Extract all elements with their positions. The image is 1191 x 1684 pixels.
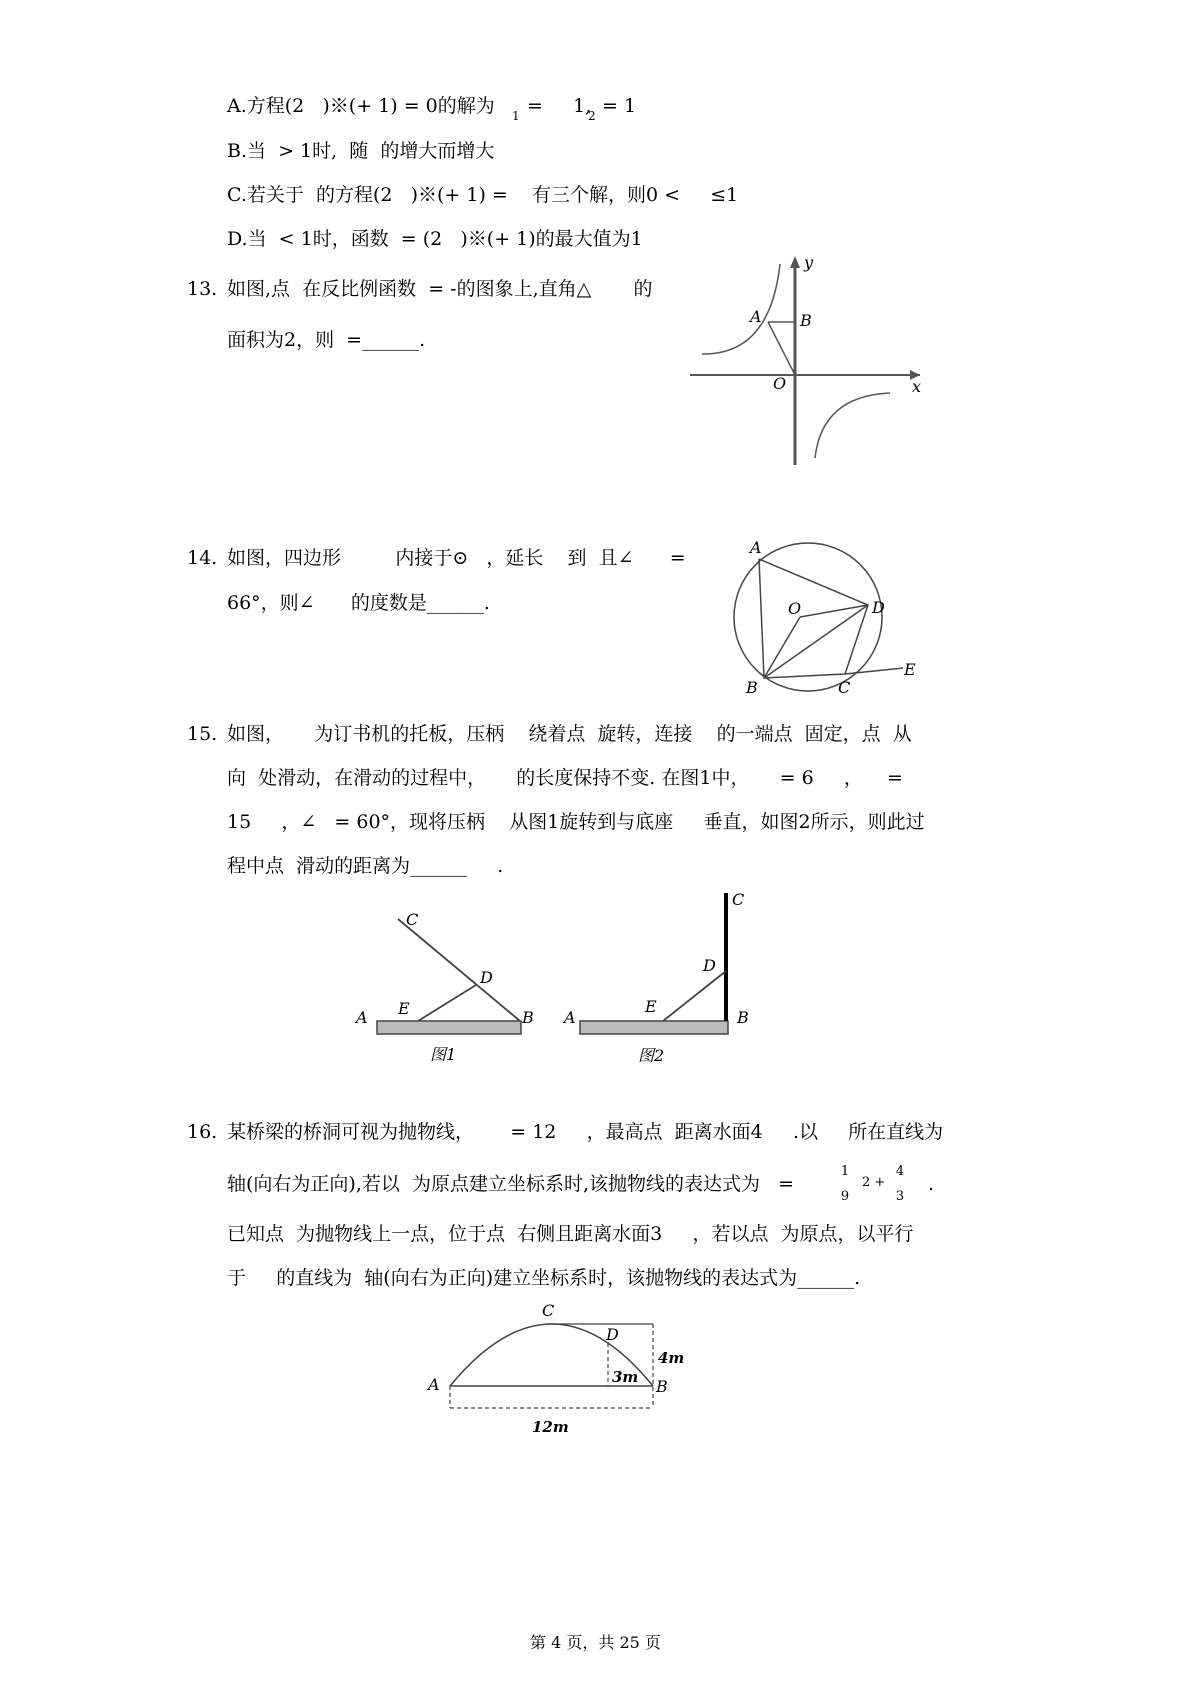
q13-label-y: y bbox=[804, 253, 814, 272]
q13-label-x: x bbox=[912, 377, 922, 396]
fig1-label-e: E bbox=[398, 999, 410, 1018]
q15-line1: 如图， 为订书机的托板，压柄 绕着点 旋转，连接 的一端点 固定，点 从 bbox=[227, 723, 912, 745]
q14-label-d: D bbox=[872, 598, 885, 617]
q14-number: 14. bbox=[187, 547, 218, 569]
q15-line2: 向 处滑动，在滑动的过程中， 的长度保持不变. 在图1中， = 6 ， = bbox=[227, 767, 903, 789]
q12-option-a-sub2: 2 bbox=[588, 109, 596, 123]
q16-line4: 于 的直线为 轴(向右为正向)建立坐标系时，该抛物线的表达式为______. bbox=[227, 1267, 861, 1289]
q16-label-12m: 12m bbox=[532, 1418, 569, 1436]
q13-line2: 面积为2，则 =______. bbox=[227, 329, 426, 351]
q12-option-b: B.当 > 1时, 随 的增大而增大 bbox=[227, 140, 495, 162]
q15-line3: 15 ，∠ = 60°，现将压柄 从图1旋转到与底座 垂直，如图2所示，则此过 bbox=[227, 811, 925, 833]
q16-line1: 某桥梁的桥洞可视为抛物线， = 12 ，最高点 距离水面4 .以 所在直线为 bbox=[227, 1121, 944, 1143]
q16-mid: 2 + bbox=[862, 1175, 886, 1190]
q13-number: 13. bbox=[187, 278, 218, 300]
q16-end: . bbox=[928, 1173, 935, 1195]
fig2-label-a: A bbox=[564, 1008, 576, 1027]
q13-label-b: B bbox=[800, 311, 812, 330]
q15-number: 15. bbox=[187, 723, 218, 745]
q16-frac1-num: 1 bbox=[840, 1164, 850, 1179]
page-footer: 第 4 页，共 25 页 bbox=[530, 1633, 661, 1652]
q16-label-c: C bbox=[542, 1301, 555, 1320]
fig1-caption: 图1 bbox=[430, 1045, 457, 1064]
fig1-label-c: C bbox=[406, 910, 419, 929]
q15-figure-1 bbox=[350, 905, 550, 1070]
fig1-label-a: A bbox=[356, 1008, 368, 1027]
fig2-caption: 图2 bbox=[638, 1046, 665, 1065]
fig2-label-c: C bbox=[732, 890, 745, 909]
q12-option-d: D.当 < 1时，函数 = (2 )※(+ 1)的最大值为1 bbox=[227, 228, 643, 250]
q14-label-a: A bbox=[750, 538, 762, 557]
q16-label-b: B bbox=[656, 1377, 668, 1396]
q16-number: 16. bbox=[187, 1121, 218, 1143]
q16-label-a: A bbox=[428, 1375, 440, 1394]
fig1-label-b: B bbox=[522, 1008, 534, 1027]
q14-label-b: B bbox=[746, 678, 758, 697]
q13-line1: 如图,点 在反比例函数 = -的图象上,直角△ 的 bbox=[227, 278, 653, 300]
q12-option-a: A.方程(2 )※(+ 1) = 0的解为 bbox=[227, 95, 495, 117]
q12-option-c: C.若关于 的方程(2 )※(+ 1) = 有三个解，则0 < ≤1 bbox=[227, 184, 739, 206]
q14-line2: 66°，则∠ 的度数是______. bbox=[227, 592, 490, 614]
q13-label-a: A bbox=[750, 307, 762, 326]
q16-label-3m: 3m bbox=[612, 1368, 639, 1386]
q16-line2a: 轴(向右为正向),若以 为原点建立坐标系时,该抛物线的表达式为 = bbox=[227, 1173, 795, 1195]
q14-label-c: C bbox=[838, 678, 851, 697]
q14-label-o: O bbox=[788, 599, 802, 618]
q16-frac2-den: 3 bbox=[895, 1189, 905, 1204]
q16-frac2-num: 4 bbox=[895, 1164, 905, 1179]
q14-label-e: E bbox=[904, 660, 916, 679]
q16-frac1-den: 9 bbox=[840, 1189, 850, 1204]
fig2-label-e: E bbox=[645, 997, 657, 1016]
fig2-label-d: D bbox=[703, 956, 716, 975]
q12-option-a-eq1: = 1, bbox=[527, 95, 592, 117]
q14-line1: 如图，四边形 内接于⊙ ，延长 到 且∠ = bbox=[227, 547, 686, 569]
q15-figure-2 bbox=[560, 885, 760, 1070]
q14-figure bbox=[720, 535, 930, 710]
q12-option-a-eq2: = 1 bbox=[602, 95, 637, 117]
fig1-label-d: D bbox=[480, 968, 493, 987]
q16-line3: 已知点 为抛物线上一点，位于点 右侧且距离水面3 ，若以点 为原点，以平行 bbox=[227, 1223, 914, 1245]
q12-option-a-sub1: 1 bbox=[512, 109, 520, 123]
q16-label-4m: 4m bbox=[658, 1349, 685, 1367]
fig2-label-b: B bbox=[737, 1008, 749, 1027]
q13-figure bbox=[680, 250, 940, 470]
q16-figure bbox=[420, 1300, 700, 1445]
q13-label-o: O bbox=[773, 374, 787, 393]
q15-line4: 程中点 滑动的距离为______ . bbox=[227, 855, 504, 877]
q16-label-d: D bbox=[606, 1325, 619, 1344]
